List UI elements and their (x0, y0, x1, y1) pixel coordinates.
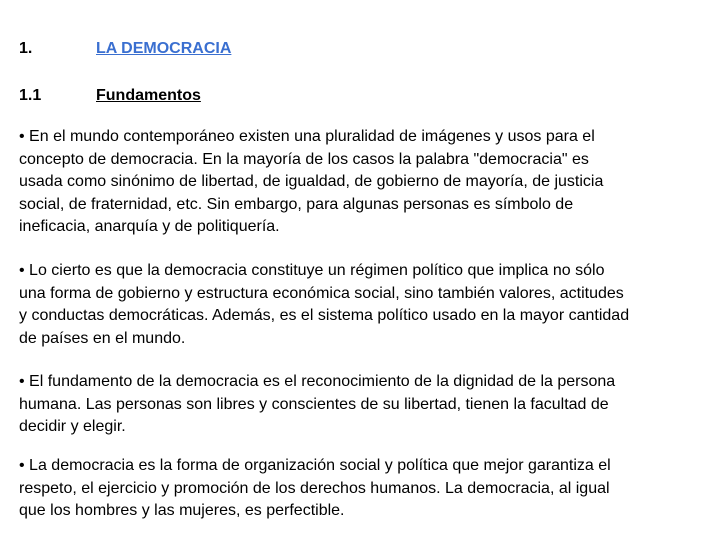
paragraph-line: una forma de gobierno y estructura económica social, sino también valores, actitudes (19, 284, 624, 302)
paragraph-line: humana. Las personas son libres y conscientes de su libertad, tienen la facultad de (19, 395, 609, 413)
paragraph-line: y conductas democráticas. Además, es el sistema político usado en la mayor cantidad (19, 307, 630, 325)
section-number: 1. (19, 40, 33, 57)
paragraph-1 (19, 126, 724, 239)
paragraph-line: • La democracia es la forma de organización social y política que mejor garantiza el (19, 457, 611, 474)
paragraph-line: de países en el mundo. (19, 329, 186, 347)
section-heading (19, 39, 231, 59)
paragraph-line: • El fundamento de la democracia es el reconocimiento de la dignidad de la persona (19, 373, 616, 390)
paragraph-line: • En el mundo contemporáneo existen una pluralidad de imágenes y usos para el (19, 128, 595, 145)
subsection-heading (19, 86, 201, 106)
paragraph-line: concepto de democracia. En la mayoría de los casos la palabra "democracia" es (19, 150, 589, 168)
paragraph-2 (19, 260, 724, 350)
paragraph-line: • Lo cierto es que la democracia constituye un régimen político que implica no sólo (19, 262, 605, 279)
paragraph-4 (19, 455, 724, 523)
paragraph-line: usada como sinónimo de libertad, de igualdad, de gobierno de mayoría, de justicia (19, 173, 604, 191)
subsection-title: Fundamentos (96, 87, 201, 104)
paragraph-line: que los hombres y las mujeres, es perfectible. (19, 502, 345, 520)
section-title-link[interactable]: LA DEMOCRACIA (96, 40, 232, 57)
paragraph-3 (19, 371, 724, 439)
paragraph-line: decidir y elegir. (19, 418, 126, 436)
paragraph-line: respeto, el ejercicio y promoción de los derechos humanos. La democracia, al igual (19, 479, 610, 497)
subsection-number: 1.1 (19, 87, 42, 104)
paragraph-line: social, de fraternidad, etc. Sin embargo, para algunas personas es símbolo de (19, 195, 574, 213)
paragraph-line: ineficacia, anarquía y de politiquería. (19, 218, 280, 236)
